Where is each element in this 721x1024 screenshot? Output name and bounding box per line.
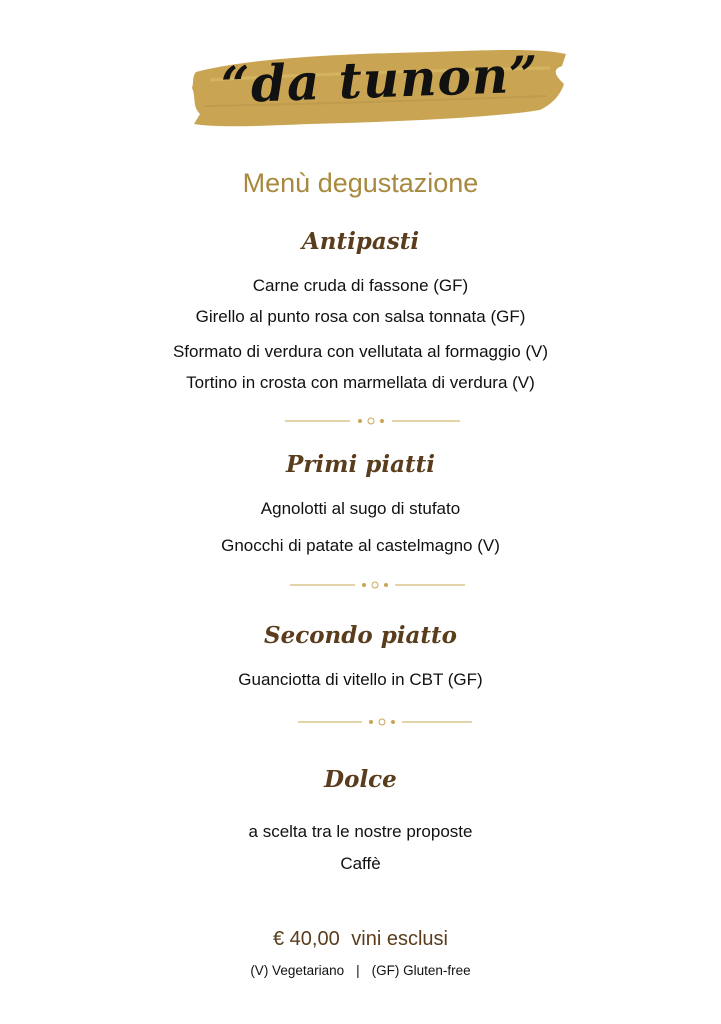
ornament-divider xyxy=(0,579,721,591)
legend-vegetarian: (V) Vegetariano xyxy=(250,963,345,978)
menu-item: Caffè xyxy=(340,854,381,873)
section-title-primi: Primi piatti xyxy=(286,451,435,478)
menu-item: Sformato di verdura con vellutata al formaggio (V) xyxy=(172,342,549,361)
price-note: vini esclusi xyxy=(351,928,448,950)
dietary-legend xyxy=(0,963,721,978)
menu-item: Carne cruda di fassone (GF) xyxy=(252,276,469,295)
menu-item: Tortino in crosta con marmellata di verdura (V) xyxy=(186,373,535,392)
ornament-divider xyxy=(0,415,721,427)
menu-item: Gnocchi di patate al castelmagno (V) xyxy=(221,536,500,555)
section-title-secondo: Secondo piatto xyxy=(263,622,458,649)
restaurant-logo xyxy=(190,44,570,134)
menu-item: a scelta tra le nostre proposte xyxy=(248,822,473,841)
legend-separator: | xyxy=(356,963,360,978)
section-title-dolce: Dolce xyxy=(324,766,397,793)
price-line xyxy=(0,928,721,951)
menu-item: Guanciotta di vitello in CBT (GF) xyxy=(238,670,483,689)
legend-gluten-free: (GF) Gluten-free xyxy=(371,963,471,978)
logo-text: “da tunon” xyxy=(220,44,540,115)
section-title-antipasti: Antipasti xyxy=(301,228,420,255)
menu-item: Girello al punto rosa con salsa tonnata (GF) xyxy=(195,307,526,326)
menu-item: Agnolotti al sugo di stufato xyxy=(260,499,461,518)
price-value: € 40,00 xyxy=(273,928,340,950)
ornament-divider xyxy=(0,716,721,728)
menu-title: Menù degustazione xyxy=(242,168,479,198)
